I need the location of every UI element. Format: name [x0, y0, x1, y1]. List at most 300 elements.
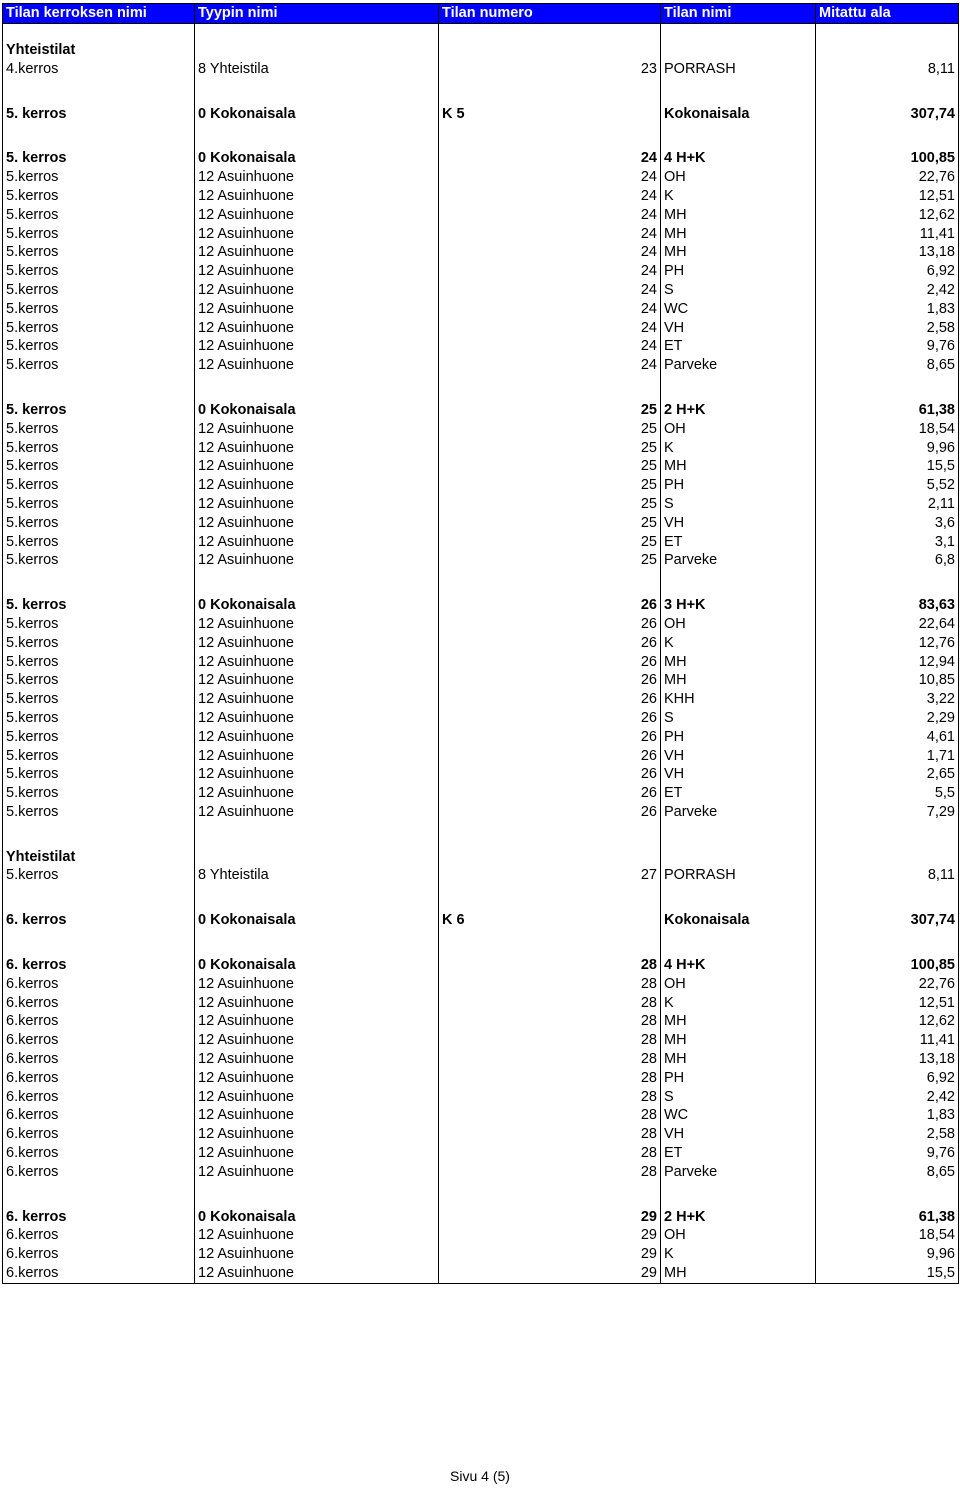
cell-room-number: 29	[439, 1226, 661, 1245]
cell-floor: 5.kerros	[3, 634, 195, 653]
empty-cell	[3, 79, 195, 105]
cell-room-number: 28	[439, 1125, 661, 1144]
cell-area: 1,83	[816, 1106, 959, 1125]
cell-area: 2,42	[816, 281, 959, 300]
table-row	[3, 1050, 959, 1069]
table-row	[3, 243, 959, 262]
cell-room-name: Parveke	[661, 1163, 816, 1182]
table-row	[3, 784, 959, 803]
cell-type: 0 Kokonaisala	[195, 1208, 439, 1227]
table-row	[3, 1125, 959, 1144]
cell-room-number: 28	[439, 1031, 661, 1050]
table-row	[3, 653, 959, 672]
table-row	[3, 1144, 959, 1163]
cell-area: 2,58	[816, 1125, 959, 1144]
cell-floor: 6. kerros	[3, 911, 195, 930]
cell-area: 307,74	[816, 105, 959, 124]
cell-area: 2,11	[816, 495, 959, 514]
cell-room-number: 29	[439, 1264, 661, 1283]
empty-cell	[661, 79, 816, 105]
cell-area: 15,5	[816, 1264, 959, 1283]
cell-type: 12 Asuinhuone	[195, 975, 439, 994]
cell-room-number: 28	[439, 1144, 661, 1163]
page-number: Sivu 4 (5)	[450, 1468, 510, 1484]
empty-cell	[195, 822, 439, 848]
empty-cell	[439, 123, 661, 149]
cell-type: 12 Asuinhuone	[195, 300, 439, 319]
table-row	[3, 765, 959, 784]
cell-floor: 5. kerros	[3, 596, 195, 615]
table-row	[3, 728, 959, 747]
spreadsheet	[2, 3, 958, 1284]
cell-room-number	[439, 41, 661, 60]
table-row	[3, 41, 959, 60]
cell-area: 100,85	[816, 956, 959, 975]
cell-floor: 5.kerros	[3, 300, 195, 319]
cell-floor: 6.kerros	[3, 994, 195, 1013]
cell-floor: 6.kerros	[3, 1264, 195, 1283]
cell-floor: 6.kerros	[3, 1125, 195, 1144]
cell-floor: 5.kerros	[3, 690, 195, 709]
empty-cell	[195, 930, 439, 956]
cell-room-name: MH	[661, 243, 816, 262]
cell-area: 9,76	[816, 337, 959, 356]
cell-area: 12,51	[816, 994, 959, 1013]
cell-room-number: K 5	[439, 105, 661, 124]
cell-floor: 5.kerros	[3, 615, 195, 634]
cell-room-name: ET	[661, 1144, 816, 1163]
cell-room-number: 24	[439, 337, 661, 356]
cell-type: 12 Asuinhuone	[195, 653, 439, 672]
cell-type: 12 Asuinhuone	[195, 1106, 439, 1125]
table-row	[3, 262, 959, 281]
cell-floor: 5.kerros	[3, 281, 195, 300]
cell-room-name: MH	[661, 225, 816, 244]
cell-room-number: 24	[439, 262, 661, 281]
cell-room-number: 24	[439, 187, 661, 206]
spacer-row	[3, 24, 959, 42]
cell-room-number: 25	[439, 401, 661, 420]
table-row	[3, 356, 959, 375]
empty-cell	[3, 930, 195, 956]
cell-area: 12,62	[816, 206, 959, 225]
table-row	[3, 149, 959, 168]
cell-room-number: 24	[439, 149, 661, 168]
cell-area: 8,65	[816, 356, 959, 375]
spacer-row	[3, 79, 959, 105]
cell-room-number: 26	[439, 690, 661, 709]
cell-room-number: 28	[439, 1088, 661, 1107]
empty-cell	[816, 885, 959, 911]
cell-room-name	[661, 848, 816, 867]
cell-area: 15,5	[816, 457, 959, 476]
cell-room-name: VH	[661, 514, 816, 533]
table-row	[3, 168, 959, 187]
cell-room-name: KHH	[661, 690, 816, 709]
empty-cell	[816, 930, 959, 956]
cell-room-number: 26	[439, 728, 661, 747]
table-row	[3, 848, 959, 867]
empty-cell	[3, 123, 195, 149]
cell-room-name: K	[661, 1245, 816, 1264]
room-table	[2, 3, 959, 1284]
cell-room-number: 28	[439, 994, 661, 1013]
cell-room-number: 26	[439, 615, 661, 634]
table-row	[3, 457, 959, 476]
cell-type: 0 Kokonaisala	[195, 105, 439, 124]
cell-floor: 6.kerros	[3, 1226, 195, 1245]
cell-room-number: 25	[439, 551, 661, 570]
empty-cell	[195, 885, 439, 911]
cell-floor: 5.kerros	[3, 319, 195, 338]
cell-area: 18,54	[816, 1226, 959, 1245]
cell-type: 12 Asuinhuone	[195, 206, 439, 225]
cell-room-name: MH	[661, 206, 816, 225]
empty-cell	[439, 375, 661, 401]
cell-floor: 5.kerros	[3, 337, 195, 356]
cell-room-number: 25	[439, 476, 661, 495]
cell-type: 12 Asuinhuone	[195, 281, 439, 300]
cell-room-number: 26	[439, 765, 661, 784]
cell-room-name: WC	[661, 1106, 816, 1125]
header-type: Tyypin nimi	[195, 4, 439, 24]
cell-area: 8,11	[816, 866, 959, 885]
cell-floor: 5. kerros	[3, 105, 195, 124]
cell-room-number: 28	[439, 1163, 661, 1182]
table-row	[3, 300, 959, 319]
cell-type: 12 Asuinhuone	[195, 168, 439, 187]
cell-floor: 5.kerros	[3, 356, 195, 375]
cell-type: 12 Asuinhuone	[195, 1088, 439, 1107]
cell-floor: 5.kerros	[3, 420, 195, 439]
cell-type: 12 Asuinhuone	[195, 1069, 439, 1088]
cell-floor: 5.kerros	[3, 866, 195, 885]
empty-cell	[3, 885, 195, 911]
cell-area: 2,65	[816, 765, 959, 784]
cell-floor: 5.kerros	[3, 709, 195, 728]
cell-room-name: PH	[661, 476, 816, 495]
table-row	[3, 105, 959, 124]
cell-room-name: S	[661, 1088, 816, 1107]
cell-room-number: 29	[439, 1245, 661, 1264]
table-row	[3, 709, 959, 728]
cell-type: 12 Asuinhuone	[195, 337, 439, 356]
cell-type: 0 Kokonaisala	[195, 911, 439, 930]
cell-floor: 6.kerros	[3, 1144, 195, 1163]
table-row	[3, 671, 959, 690]
cell-area: 9,76	[816, 1144, 959, 1163]
table-row	[3, 1245, 959, 1264]
spacer-row	[3, 570, 959, 596]
cell-floor: 5.kerros	[3, 206, 195, 225]
spacer-row	[3, 375, 959, 401]
table-row	[3, 1226, 959, 1245]
empty-cell	[439, 79, 661, 105]
cell-area: 1,83	[816, 300, 959, 319]
cell-area: 6,92	[816, 262, 959, 281]
cell-room-name: 4 H+K	[661, 956, 816, 975]
cell-floor: 6. kerros	[3, 1208, 195, 1227]
spacer-row	[3, 123, 959, 149]
cell-room-number: 26	[439, 671, 661, 690]
cell-type: 12 Asuinhuone	[195, 533, 439, 552]
cell-floor: 5.kerros	[3, 225, 195, 244]
table-body	[3, 24, 959, 1284]
table-row	[3, 803, 959, 822]
cell-room-name: S	[661, 281, 816, 300]
cell-room-number: 28	[439, 1050, 661, 1069]
cell-room-number: 24	[439, 225, 661, 244]
cell-area: 2,42	[816, 1088, 959, 1107]
cell-room-number: 26	[439, 634, 661, 653]
cell-floor: 6.kerros	[3, 1050, 195, 1069]
table-row	[3, 615, 959, 634]
empty-cell	[661, 930, 816, 956]
empty-cell	[661, 123, 816, 149]
table-row	[3, 206, 959, 225]
cell-floor: 5.kerros	[3, 551, 195, 570]
cell-room-number: 26	[439, 709, 661, 728]
cell-room-name: OH	[661, 420, 816, 439]
empty-cell	[195, 79, 439, 105]
cell-room-name: ET	[661, 533, 816, 552]
cell-area: 3,22	[816, 690, 959, 709]
cell-type: 12 Asuinhuone	[195, 514, 439, 533]
empty-cell	[195, 570, 439, 596]
cell-type: 12 Asuinhuone	[195, 994, 439, 1013]
table-row	[3, 975, 959, 994]
cell-room-name: MH	[661, 671, 816, 690]
cell-floor: 6.kerros	[3, 975, 195, 994]
table-row	[3, 1069, 959, 1088]
cell-floor: 5.kerros	[3, 533, 195, 552]
cell-floor: 5.kerros	[3, 728, 195, 747]
cell-area: 3,1	[816, 533, 959, 552]
table-row	[3, 551, 959, 570]
cell-room-number: 26	[439, 653, 661, 672]
cell-room-name: S	[661, 495, 816, 514]
cell-type: 12 Asuinhuone	[195, 1144, 439, 1163]
cell-area: 307,74	[816, 911, 959, 930]
cell-type: 12 Asuinhuone	[195, 319, 439, 338]
table-row	[3, 495, 959, 514]
cell-room-number: 24	[439, 319, 661, 338]
cell-room-name: MH	[661, 653, 816, 672]
cell-room-number: 28	[439, 1012, 661, 1031]
empty-cell	[661, 570, 816, 596]
empty-cell	[661, 24, 816, 42]
cell-area: 11,41	[816, 1031, 959, 1050]
cell-floor: 5.kerros	[3, 262, 195, 281]
cell-room-name: 2 H+K	[661, 401, 816, 420]
cell-area: 8,65	[816, 1163, 959, 1182]
empty-cell	[195, 123, 439, 149]
empty-cell	[439, 1182, 661, 1208]
empty-cell	[816, 822, 959, 848]
cell-room-number: 26	[439, 596, 661, 615]
cell-room-name: 2 H+K	[661, 1208, 816, 1227]
empty-cell	[439, 570, 661, 596]
cell-area: 5,52	[816, 476, 959, 495]
cell-room-number: 24	[439, 206, 661, 225]
cell-area: 9,96	[816, 439, 959, 458]
table-row	[3, 634, 959, 653]
cell-floor: 5.kerros	[3, 514, 195, 533]
empty-cell	[3, 822, 195, 848]
cell-floor: 5.kerros	[3, 476, 195, 495]
empty-cell	[195, 1182, 439, 1208]
cell-type: 8 Yhteistila	[195, 866, 439, 885]
spacer-row	[3, 885, 959, 911]
header-floor: Tilan kerroksen nimi	[3, 4, 195, 24]
empty-cell	[816, 24, 959, 42]
cell-type: 0 Kokonaisala	[195, 956, 439, 975]
cell-floor: 5.kerros	[3, 187, 195, 206]
cell-type: 12 Asuinhuone	[195, 1050, 439, 1069]
empty-cell	[3, 24, 195, 42]
empty-cell	[439, 930, 661, 956]
cell-type: 12 Asuinhuone	[195, 709, 439, 728]
cell-area	[816, 848, 959, 867]
table-row	[3, 1208, 959, 1227]
cell-room-number: 28	[439, 975, 661, 994]
cell-room-name: K	[661, 187, 816, 206]
cell-room-number: 25	[439, 533, 661, 552]
cell-type: 12 Asuinhuone	[195, 1226, 439, 1245]
cell-room-name: PORRASH	[661, 866, 816, 885]
cell-room-number: 28	[439, 956, 661, 975]
cell-room-number	[439, 848, 661, 867]
cell-room-number: 24	[439, 356, 661, 375]
cell-floor: 5.kerros	[3, 803, 195, 822]
cell-floor: 5.kerros	[3, 784, 195, 803]
cell-area: 6,92	[816, 1069, 959, 1088]
cell-room-name: MH	[661, 1050, 816, 1069]
cell-room-name: VH	[661, 1125, 816, 1144]
table-row	[3, 187, 959, 206]
cell-type: 12 Asuinhuone	[195, 1012, 439, 1031]
cell-room-number: 26	[439, 747, 661, 766]
cell-room-name: K	[661, 439, 816, 458]
cell-area: 22,76	[816, 168, 959, 187]
cell-type: 12 Asuinhuone	[195, 356, 439, 375]
table-row	[3, 401, 959, 420]
cell-area: 13,18	[816, 243, 959, 262]
cell-room-name: Parveke	[661, 551, 816, 570]
cell-room-name: ET	[661, 337, 816, 356]
cell-area: 10,85	[816, 671, 959, 690]
cell-area	[816, 41, 959, 60]
cell-type: 12 Asuinhuone	[195, 671, 439, 690]
cell-floor: 5.kerros	[3, 671, 195, 690]
empty-cell	[195, 24, 439, 42]
cell-room-name: Kokonaisala	[661, 911, 816, 930]
cell-floor: 6.kerros	[3, 1031, 195, 1050]
cell-floor: 5.kerros	[3, 243, 195, 262]
cell-floor: 6. kerros	[3, 956, 195, 975]
table-row	[3, 514, 959, 533]
empty-cell	[661, 375, 816, 401]
cell-room-number: 29	[439, 1208, 661, 1227]
cell-floor: 5. kerros	[3, 401, 195, 420]
cell-type: 12 Asuinhuone	[195, 634, 439, 653]
cell-room-number: 28	[439, 1069, 661, 1088]
spacer-row	[3, 930, 959, 956]
cell-room-name: Kokonaisala	[661, 105, 816, 124]
table-row	[3, 747, 959, 766]
cell-area: 5,5	[816, 784, 959, 803]
header-area: Mitattu ala	[816, 4, 959, 24]
cell-room-number: 26	[439, 784, 661, 803]
cell-area: 61,38	[816, 401, 959, 420]
cell-floor: 5.kerros	[3, 653, 195, 672]
cell-type: 12 Asuinhuone	[195, 476, 439, 495]
cell-type: 12 Asuinhuone	[195, 1031, 439, 1050]
empty-cell	[816, 570, 959, 596]
empty-cell	[816, 123, 959, 149]
table-row	[3, 533, 959, 552]
cell-type: 12 Asuinhuone	[195, 243, 439, 262]
table-row	[3, 1031, 959, 1050]
cell-type: 12 Asuinhuone	[195, 1125, 439, 1144]
cell-area: 12,94	[816, 653, 959, 672]
cell-floor: 5.kerros	[3, 168, 195, 187]
cell-area: 2,29	[816, 709, 959, 728]
cell-area: 8,11	[816, 60, 959, 79]
cell-room-name: PH	[661, 262, 816, 281]
empty-cell	[3, 375, 195, 401]
cell-type: 12 Asuinhuone	[195, 1264, 439, 1283]
cell-room-name: ET	[661, 784, 816, 803]
cell-floor: 5. kerros	[3, 149, 195, 168]
cell-room-number: 25	[439, 495, 661, 514]
cell-type: 12 Asuinhuone	[195, 495, 439, 514]
cell-room-name: PH	[661, 728, 816, 747]
cell-room-name: MH	[661, 1012, 816, 1031]
header-row	[3, 4, 959, 24]
cell-floor: 4.kerros	[3, 60, 195, 79]
cell-type: 12 Asuinhuone	[195, 784, 439, 803]
cell-area: 12,62	[816, 1012, 959, 1031]
cell-room-name: Parveke	[661, 356, 816, 375]
cell-type: 12 Asuinhuone	[195, 1245, 439, 1264]
cell-area: 4,61	[816, 728, 959, 747]
cell-room-name: OH	[661, 975, 816, 994]
cell-room-name: K	[661, 994, 816, 1013]
empty-cell	[3, 570, 195, 596]
cell-room-name: S	[661, 709, 816, 728]
cell-room-name: VH	[661, 747, 816, 766]
cell-type: 0 Kokonaisala	[195, 149, 439, 168]
cell-room-name: K	[661, 634, 816, 653]
cell-area: 3,6	[816, 514, 959, 533]
table-row	[3, 319, 959, 338]
table-row	[3, 420, 959, 439]
cell-type: 12 Asuinhuone	[195, 1163, 439, 1182]
cell-area: 7,29	[816, 803, 959, 822]
table-row	[3, 1088, 959, 1107]
cell-type: 12 Asuinhuone	[195, 728, 439, 747]
cell-room-number: 24	[439, 300, 661, 319]
header-room-name: Tilan nimi	[661, 4, 816, 24]
cell-room-number: K 6	[439, 911, 661, 930]
cell-room-name: VH	[661, 765, 816, 784]
cell-type	[195, 41, 439, 60]
cell-floor: 6.kerros	[3, 1069, 195, 1088]
cell-room-number: 27	[439, 866, 661, 885]
cell-room-name: MH	[661, 457, 816, 476]
cell-room-number: 26	[439, 803, 661, 822]
